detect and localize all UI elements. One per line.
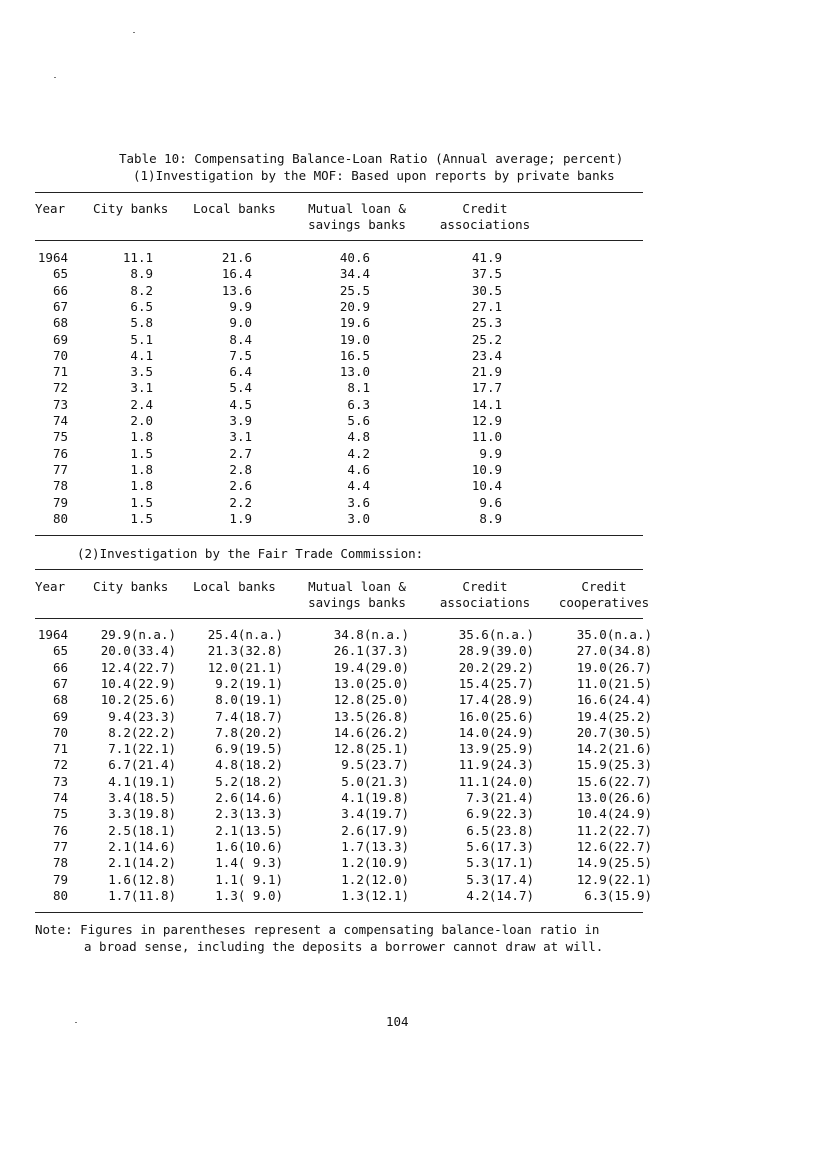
cell-year: 71: [52, 364, 68, 380]
table1-header-local: Local banks: [193, 201, 276, 216]
cell-city-banks: 2.4: [130, 396, 153, 412]
cell-city-banks: 9.4(23.3): [108, 708, 176, 724]
cell-year: 75: [52, 806, 68, 822]
cell-mutual-loan: 4.1(19.8): [341, 790, 409, 805]
cell-credit-associations: 5.3(17.4): [466, 871, 534, 887]
table2-header-credit-1: Credit: [462, 579, 508, 594]
cell-city-banks: 2.1(14.6): [108, 838, 176, 854]
cell-mutual-loan: 4.8: [347, 429, 370, 445]
cell-city-banks: 1.7(11.8): [108, 887, 176, 903]
table2-header-coop-2: cooperatives: [558, 595, 650, 610]
cell-credit-cooperatives: 19.4(25.2): [576, 708, 652, 724]
cell-credit-associations: 41.9: [471, 250, 502, 265]
cell-credit-cooperatives: 12.9(22.1): [576, 871, 652, 887]
cell-credit-associations: 12.9: [471, 413, 502, 428]
table1-header-year: Year: [35, 201, 66, 216]
cell-mutual-loan: 26.1(37.3): [333, 643, 409, 659]
cell-credit-associations: 9.6: [479, 494, 502, 510]
cell-city-banks: 1.6(12.8): [108, 871, 176, 887]
cell-mutual-loan: 34.4: [339, 266, 370, 282]
cell-local-banks: 7.8(20.2): [215, 724, 283, 740]
page-number: 104: [386, 1014, 409, 1029]
cell-year: 76: [52, 445, 68, 461]
cell-credit-associations: 25.2: [471, 331, 502, 347]
cell-credit-associations: 7.3(21.4): [466, 790, 534, 805]
cell-year: 70: [52, 347, 68, 363]
cell-year: 75: [52, 429, 68, 445]
cell-mutual-loan: 9.5(23.7): [341, 757, 409, 773]
cell-city-banks: 10.2(25.6): [100, 692, 176, 708]
cell-mutual-loan: 5.6: [347, 413, 370, 428]
cell-credit-associations: 28.9(39.0): [458, 643, 534, 659]
cell-credit-associations: 8.9: [479, 510, 502, 526]
cell-city-banks: 2.0: [130, 413, 153, 428]
table1-header-rule: [35, 240, 643, 241]
table2-header-mutual-2: savings banks: [308, 595, 406, 610]
cell-credit-cooperatives: 14.9(25.5): [576, 855, 652, 871]
cell-credit-associations: 11.1(24.0): [458, 773, 534, 789]
cell-credit-associations: 14.1: [471, 396, 502, 412]
cell-credit-associations: 4.2(14.7): [466, 887, 534, 903]
cell-year: 77: [52, 461, 68, 477]
cell-year: 69: [52, 331, 68, 347]
cell-credit-associations: 16.0(25.6): [458, 708, 534, 724]
cell-year: 74: [52, 413, 68, 428]
cell-credit-cooperatives: 19.0(26.7): [576, 659, 652, 675]
cell-credit-cooperatives: 35.0(n.a.): [576, 627, 652, 642]
table2-header-mutual-1: Mutual loan &: [308, 579, 406, 594]
cell-local-banks: 2.3(13.3): [215, 806, 283, 822]
cell-local-banks: 16.4: [221, 266, 252, 282]
cell-city-banks: 10.4(22.9): [100, 675, 176, 691]
cell-mutual-loan: 8.1: [347, 380, 370, 396]
cell-local-banks: 9.0: [229, 315, 252, 331]
table2-top-rule: [35, 569, 643, 570]
cell-year: 78: [52, 478, 68, 494]
cell-mutual-loan: 12.8(25.0): [333, 692, 409, 708]
cell-local-banks: 9.2(19.1): [215, 675, 283, 691]
cell-year: 73: [52, 773, 68, 789]
cell-credit-associations: 17.4(28.9): [458, 692, 534, 708]
cell-local-banks: 12.0(21.1): [207, 659, 283, 675]
cell-mutual-loan: 13.0(25.0): [333, 675, 409, 691]
table1-top-rule: [35, 192, 643, 193]
cell-mutual-loan: 4.6: [347, 461, 370, 477]
cell-year: 67: [52, 675, 68, 691]
cell-local-banks: 8.4: [229, 331, 252, 347]
cell-city-banks: 11.1: [122, 250, 153, 265]
cell-local-banks: 21.3(32.8): [207, 643, 283, 659]
cell-year: 80: [52, 887, 68, 903]
cell-local-banks: 1.3( 9.0): [215, 887, 283, 903]
cell-credit-associations: 37.5: [471, 266, 502, 282]
cell-local-banks: 2.2: [229, 494, 252, 510]
cell-local-banks: 25.4(n.a.): [207, 627, 283, 642]
cell-credit-cooperatives: 20.7(30.5): [576, 724, 652, 740]
cell-city-banks: 29.9(n.a.): [100, 627, 176, 642]
cell-city-banks: 1.8: [130, 478, 153, 494]
cell-city-banks: 4.1: [130, 347, 153, 363]
cell-mutual-loan: 13.0: [339, 364, 370, 380]
cell-mutual-loan: 5.0(21.3): [341, 773, 409, 789]
cell-credit-associations: 15.4(25.7): [458, 675, 534, 691]
cell-mutual-loan: 14.6(26.2): [333, 724, 409, 740]
cell-local-banks: 13.6: [221, 282, 252, 298]
cell-city-banks: 20.0(33.4): [100, 643, 176, 659]
cell-credit-cooperatives: 14.2(21.6): [576, 741, 652, 757]
cell-credit-associations: 35.6(n.a.): [458, 627, 534, 642]
cell-city-banks: 1.8: [130, 461, 153, 477]
cell-year: 79: [52, 871, 68, 887]
cell-credit-cooperatives: 10.4(24.9): [576, 806, 652, 822]
cell-city-banks: 8.9: [130, 266, 153, 282]
cell-mutual-loan: 6.3: [347, 396, 370, 412]
cell-city-banks: 2.5(18.1): [108, 822, 176, 838]
cell-local-banks: 5.2(18.2): [215, 773, 283, 789]
cell-local-banks: 2.6(14.6): [215, 790, 283, 805]
table2-header-city: City banks: [93, 579, 169, 594]
cell-city-banks: 12.4(22.7): [100, 659, 176, 675]
cell-credit-associations: 21.9: [471, 364, 502, 380]
cell-credit-cooperatives: 13.0(26.6): [576, 790, 652, 805]
cell-local-banks: 1.6(10.6): [215, 838, 283, 854]
cell-credit-associations: 5.3(17.1): [466, 855, 534, 871]
cell-credit-cooperatives: 6.3(15.9): [584, 887, 652, 903]
cell-city-banks: 6.7(21.4): [108, 757, 176, 773]
cell-mutual-loan: 4.4: [347, 478, 370, 494]
cell-credit-associations: 14.0(24.9): [458, 724, 534, 740]
cell-year: 65: [52, 643, 68, 659]
scan-speck: [54, 77, 56, 78]
cell-city-banks: 3.3(19.8): [108, 806, 176, 822]
cell-city-banks: 3.4(18.5): [108, 790, 176, 805]
cell-credit-associations: 6.5(23.8): [466, 822, 534, 838]
cell-mutual-loan: 1.2(10.9): [341, 855, 409, 871]
cell-credit-cooperatives: 16.6(24.4): [576, 692, 652, 708]
cell-local-banks: 3.1: [229, 429, 252, 445]
cell-city-banks: 1.5: [130, 445, 153, 461]
cell-city-banks: 5.1: [130, 331, 153, 347]
table2-header-coop-1: Credit: [581, 579, 627, 594]
cell-year: 68: [52, 692, 68, 708]
cell-year: 78: [52, 855, 68, 871]
cell-local-banks: 2.1(13.5): [215, 822, 283, 838]
cell-credit-cooperatives: 11.2(22.7): [576, 822, 652, 838]
cell-local-banks: 6.4: [229, 364, 252, 380]
cell-year: 66: [52, 659, 68, 675]
cell-credit-cooperatives: 15.6(22.7): [576, 773, 652, 789]
cell-city-banks: 3.1: [130, 380, 153, 396]
cell-city-banks: 1.5: [130, 494, 153, 510]
table1-header-credit-1: Credit: [462, 201, 508, 216]
cell-local-banks: 8.0(19.1): [215, 692, 283, 708]
cell-local-banks: 3.9: [229, 413, 252, 428]
table2-header-year: Year: [35, 579, 66, 594]
cell-mutual-loan: 25.5: [339, 282, 370, 298]
cell-mutual-loan: 3.0: [347, 510, 370, 526]
cell-credit-cooperatives: 11.0(21.5): [576, 675, 652, 691]
cell-mutual-loan: 1.7(13.3): [341, 838, 409, 854]
cell-credit-cooperatives: 12.6(22.7): [576, 838, 652, 854]
cell-city-banks: 2.1(14.2): [108, 855, 176, 871]
cell-mutual-loan: 3.4(19.7): [341, 806, 409, 822]
table2-bottom-rule: [35, 912, 643, 913]
cell-mutual-loan: 12.8(25.1): [333, 741, 409, 757]
cell-mutual-loan: 40.6: [339, 250, 370, 265]
cell-city-banks: 8.2(22.2): [108, 724, 176, 740]
cell-mutual-loan: 4.2: [347, 445, 370, 461]
cell-year: 79: [52, 494, 68, 510]
cell-local-banks: 1.9: [229, 510, 252, 526]
cell-year: 68: [52, 315, 68, 331]
cell-city-banks: 4.1(19.1): [108, 773, 176, 789]
cell-mutual-loan: 19.6: [339, 315, 370, 331]
cell-city-banks: 3.5: [130, 364, 153, 380]
table1-header-mutual-2: savings banks: [308, 217, 406, 232]
cell-credit-associations: 27.1: [471, 298, 502, 314]
cell-local-banks: 9.9: [229, 298, 252, 314]
cell-credit-associations: 11.0: [471, 429, 502, 445]
cell-local-banks: 7.4(18.7): [215, 708, 283, 724]
cell-credit-associations: 11.9(24.3): [458, 757, 534, 773]
cell-year: 77: [52, 838, 68, 854]
cell-mutual-loan: 1.3(12.1): [341, 887, 409, 903]
cell-credit-associations: 9.9: [479, 445, 502, 461]
note-line-1: Note: Figures in parentheses represent a compensating balance-loan ratio in: [35, 922, 600, 937]
cell-credit-associations: 5.6(17.3): [466, 838, 534, 854]
cell-mutual-loan: 20.9: [339, 298, 370, 314]
cell-local-banks: 5.4: [229, 380, 252, 396]
table1-bottom-rule: [35, 535, 643, 536]
table2-header-credit-2: associations: [439, 595, 531, 610]
table2-header-rule: [35, 618, 643, 619]
cell-local-banks: 21.6: [221, 250, 252, 265]
cell-local-banks: 4.5: [229, 396, 252, 412]
cell-year: 80: [52, 510, 68, 526]
table1-header-mutual-1: Mutual loan &: [308, 201, 406, 216]
cell-mutual-loan: 16.5: [339, 347, 370, 363]
cell-credit-cooperatives: 15.9(25.3): [576, 757, 652, 773]
cell-local-banks: 2.7: [229, 445, 252, 461]
cell-credit-associations: 20.2(29.2): [458, 659, 534, 675]
cell-mutual-loan: 13.5(26.8): [333, 708, 409, 724]
cell-year: 76: [52, 822, 68, 838]
cell-mutual-loan: 19.4(29.0): [333, 659, 409, 675]
cell-year: 1964: [37, 627, 68, 642]
cell-credit-associations: 23.4: [471, 347, 502, 363]
cell-city-banks: 8.2: [130, 282, 153, 298]
cell-city-banks: 5.8: [130, 315, 153, 331]
cell-year: 1964: [37, 250, 68, 265]
cell-credit-associations: 30.5: [471, 282, 502, 298]
cell-mutual-loan: 3.6: [347, 494, 370, 510]
cell-credit-associations: 13.9(25.9): [458, 741, 534, 757]
cell-local-banks: 1.4( 9.3): [215, 855, 283, 871]
cell-local-banks: 1.1( 9.1): [215, 871, 283, 887]
cell-local-banks: 4.8(18.2): [215, 757, 283, 773]
cell-year: 67: [52, 298, 68, 314]
cell-year: 74: [52, 790, 68, 805]
cell-credit-associations: 25.3: [471, 315, 502, 331]
scan-speck: [133, 32, 135, 33]
table2-header-local: Local banks: [193, 579, 276, 594]
cell-city-banks: 6.5: [130, 298, 153, 314]
cell-year: 72: [52, 757, 68, 773]
cell-city-banks: 1.5: [130, 510, 153, 526]
cell-local-banks: 2.6: [229, 478, 252, 494]
table1-subtitle: (1)Investigation by the MOF: Based upon reports by private banks: [133, 168, 615, 183]
cell-year: 69: [52, 708, 68, 724]
cell-mutual-loan: 1.2(12.0): [341, 871, 409, 887]
cell-mutual-loan: 2.6(17.9): [341, 822, 409, 838]
table2-subtitle: (2)Investigation by the Fair Trade Commission:: [77, 546, 424, 561]
cell-credit-associations: 10.9: [471, 461, 502, 477]
cell-mutual-loan: 19.0: [339, 331, 370, 347]
cell-year: 71: [52, 741, 68, 757]
scan-speck: [75, 1022, 77, 1023]
cell-credit-associations: 10.4: [471, 478, 502, 494]
cell-local-banks: 2.8: [229, 461, 252, 477]
table1-header-credit-2: associations: [439, 217, 531, 232]
cell-credit-cooperatives: 27.0(34.8): [576, 643, 652, 659]
cell-year: 66: [52, 282, 68, 298]
cell-credit-associations: 17.7: [471, 380, 502, 396]
cell-credit-associations: 6.9(22.3): [466, 806, 534, 822]
cell-year: 72: [52, 380, 68, 396]
cell-year: 65: [52, 266, 68, 282]
cell-year: 70: [52, 724, 68, 740]
cell-city-banks: 1.8: [130, 429, 153, 445]
cell-local-banks: 7.5: [229, 347, 252, 363]
cell-city-banks: 7.1(22.1): [108, 741, 176, 757]
cell-local-banks: 6.9(19.5): [215, 741, 283, 757]
table-title: Table 10: Compensating Balance-Loan Ratio (Annual average; percent): [119, 151, 624, 166]
note-line-2: a broad sense, including the deposits a borrower cannot draw at will.: [84, 939, 604, 954]
cell-year: 73: [52, 396, 68, 412]
table1-header-city: City banks: [93, 201, 169, 216]
cell-mutual-loan: 34.8(n.a.): [333, 627, 409, 642]
